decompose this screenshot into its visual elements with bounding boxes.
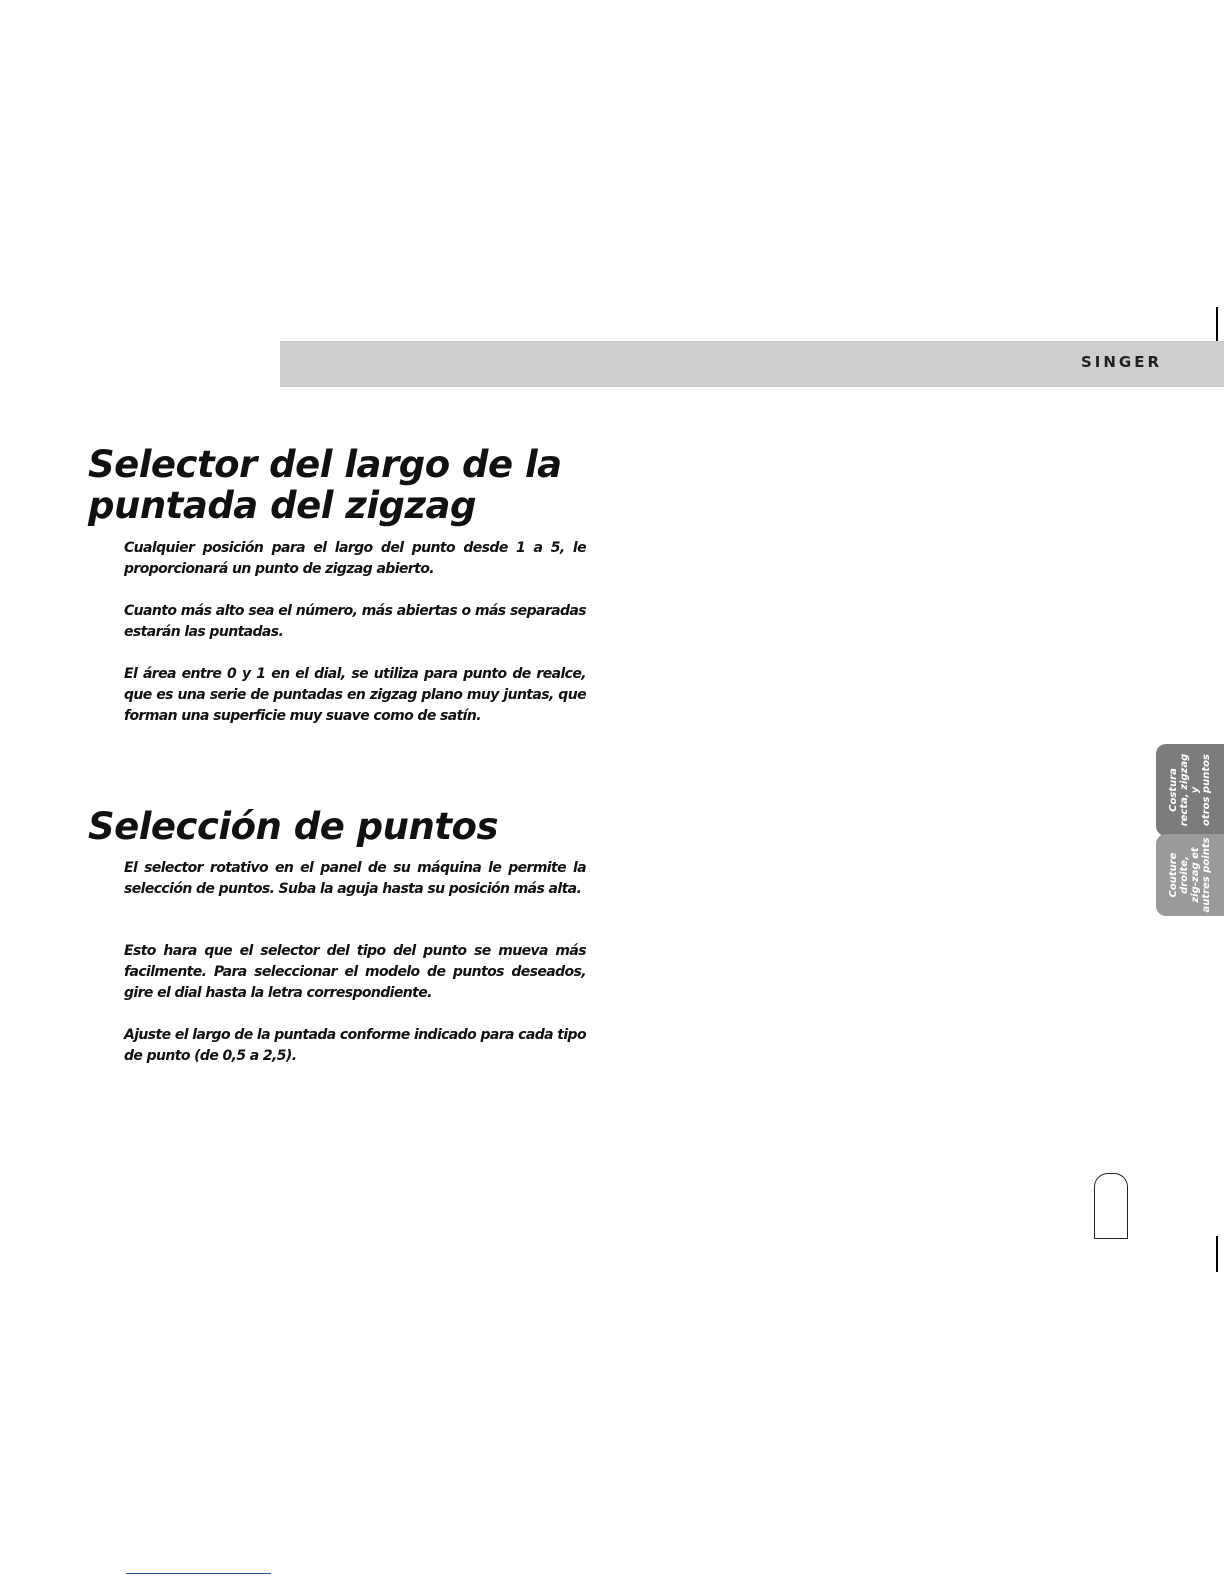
paragraph: Esto hara que el selector del tipo del punto se mueva más facilmente. Para seleccionar el modelo de puntos deseados, gire el dial hasta la letra correspondiente. bbox=[124, 943, 586, 1001]
tab-line: Costura bbox=[1168, 768, 1179, 812]
crop-mark-bottom bbox=[1216, 1236, 1218, 1272]
side-tab-spanish[interactable] bbox=[1156, 744, 1224, 836]
footer-rule bbox=[126, 1573, 271, 1574]
paragraph: Ajuste el largo de la puntada conforme indicado para cada tipo de punto (de 0,5 a 2,5). bbox=[124, 1027, 586, 1064]
side-tab-french[interactable] bbox=[1156, 834, 1224, 916]
brand-logo: SINGER bbox=[1080, 353, 1162, 371]
paragraph: El selector rotativo en el panel de su máquina le permite la selección de puntos. Suba la aguja hasta su posición más alta. bbox=[124, 860, 586, 897]
title-line: Selección de puntos bbox=[88, 805, 498, 848]
title-line: Selector del largo de la bbox=[88, 443, 562, 486]
section-title-stitch-selection bbox=[88, 806, 498, 847]
tab-line: zig-zag et bbox=[1190, 847, 1201, 903]
paragraph: El área entre 0 y 1 en el dial, se utiliza para punto de realce, que es una serie de puntadas en zigzag plano muy juntas, que forman una superficie muy suave como de satín. bbox=[124, 666, 586, 724]
paragraph: Cuanto más alto sea el número, más abiertas o más separadas estarán las puntadas. bbox=[124, 603, 586, 640]
title-line: puntada del zigzag bbox=[88, 484, 476, 527]
tab-line: Couture bbox=[1168, 852, 1179, 898]
tab-line: recta, zigzag bbox=[1179, 753, 1190, 827]
tab-line: y bbox=[1190, 786, 1201, 794]
tab-line: otros puntos bbox=[1201, 754, 1212, 826]
header-bar bbox=[280, 341, 1224, 387]
tab-line: autres points bbox=[1201, 837, 1212, 913]
side-tab-label bbox=[1168, 837, 1212, 912]
crop-mark-top bbox=[1216, 307, 1218, 343]
section-title-stitch-length bbox=[88, 444, 562, 526]
page-number-box bbox=[1094, 1173, 1128, 1239]
paragraph: Cualquier posición para el largo del punto desde 1 a 5, le proporcionará un punto de zigzag abierto. bbox=[124, 540, 586, 577]
tab-line: droite, bbox=[1179, 856, 1190, 894]
side-tab-label bbox=[1168, 754, 1212, 827]
